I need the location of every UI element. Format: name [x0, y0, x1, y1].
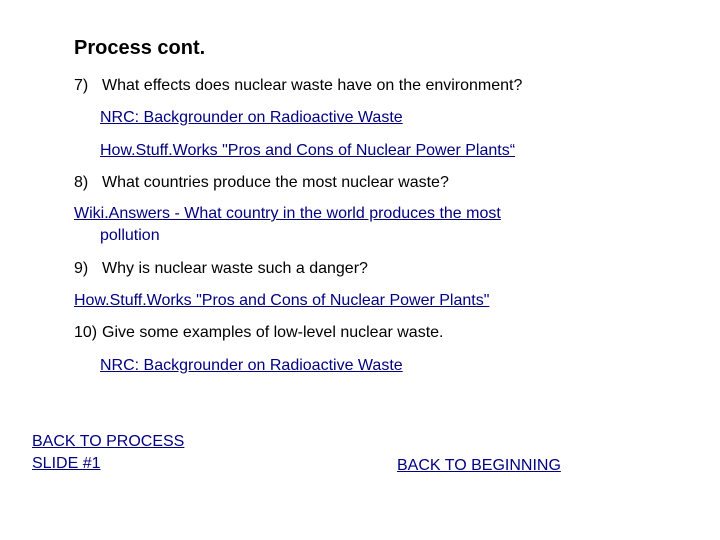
question-10 — [74, 322, 443, 344]
question-8-number: 8) — [74, 174, 89, 191]
question-9 — [74, 258, 368, 280]
slide-title: Process cont. — [74, 37, 206, 59]
question-8-text: What countries produce the most nuclear waste? — [102, 174, 449, 191]
question-7-text: What effects does nuclear waste have on the environment? — [102, 77, 523, 94]
back-to-process-line1: BACK TO PROCESS — [32, 433, 185, 450]
link-nrc-low-level-waste[interactable]: NRC: Backgrounder on Radioactive Waste — [100, 357, 403, 374]
question-10-text: Give some examples of low-level nuclear waste. — [102, 324, 444, 341]
question-9-text: Why is nuclear waste such a danger? — [102, 260, 368, 277]
back-to-process-slide-button[interactable] — [32, 431, 184, 475]
question-9-number: 9) — [74, 260, 89, 277]
link-wikianswers-line1: Wiki.Answers - What country in the world produces the most — [74, 205, 501, 222]
link-wikianswers-pollution[interactable] — [74, 205, 501, 244]
link-nrc-radioactive-waste[interactable]: NRC: Backgrounder on Radioactive Waste — [100, 109, 403, 126]
link-howstuffworks-pros-cons[interactable]: How.Stuff.Works "Pros and Cons of Nuclear Power Plants“ — [100, 142, 516, 159]
question-7 — [74, 75, 522, 97]
back-to-process-line2: SLIDE #1 — [32, 455, 101, 472]
question-10-number: 10) — [74, 324, 98, 341]
question-8 — [74, 172, 449, 194]
link-howstuffworks-danger[interactable]: How.Stuff.Works "Pros and Cons of Nuclear Power Plants" — [74, 292, 490, 309]
back-to-beginning-button[interactable]: BACK TO BEGINNING — [397, 457, 561, 474]
question-7-number: 7) — [74, 77, 89, 94]
link-wikianswers-line2: pollution — [100, 227, 160, 244]
